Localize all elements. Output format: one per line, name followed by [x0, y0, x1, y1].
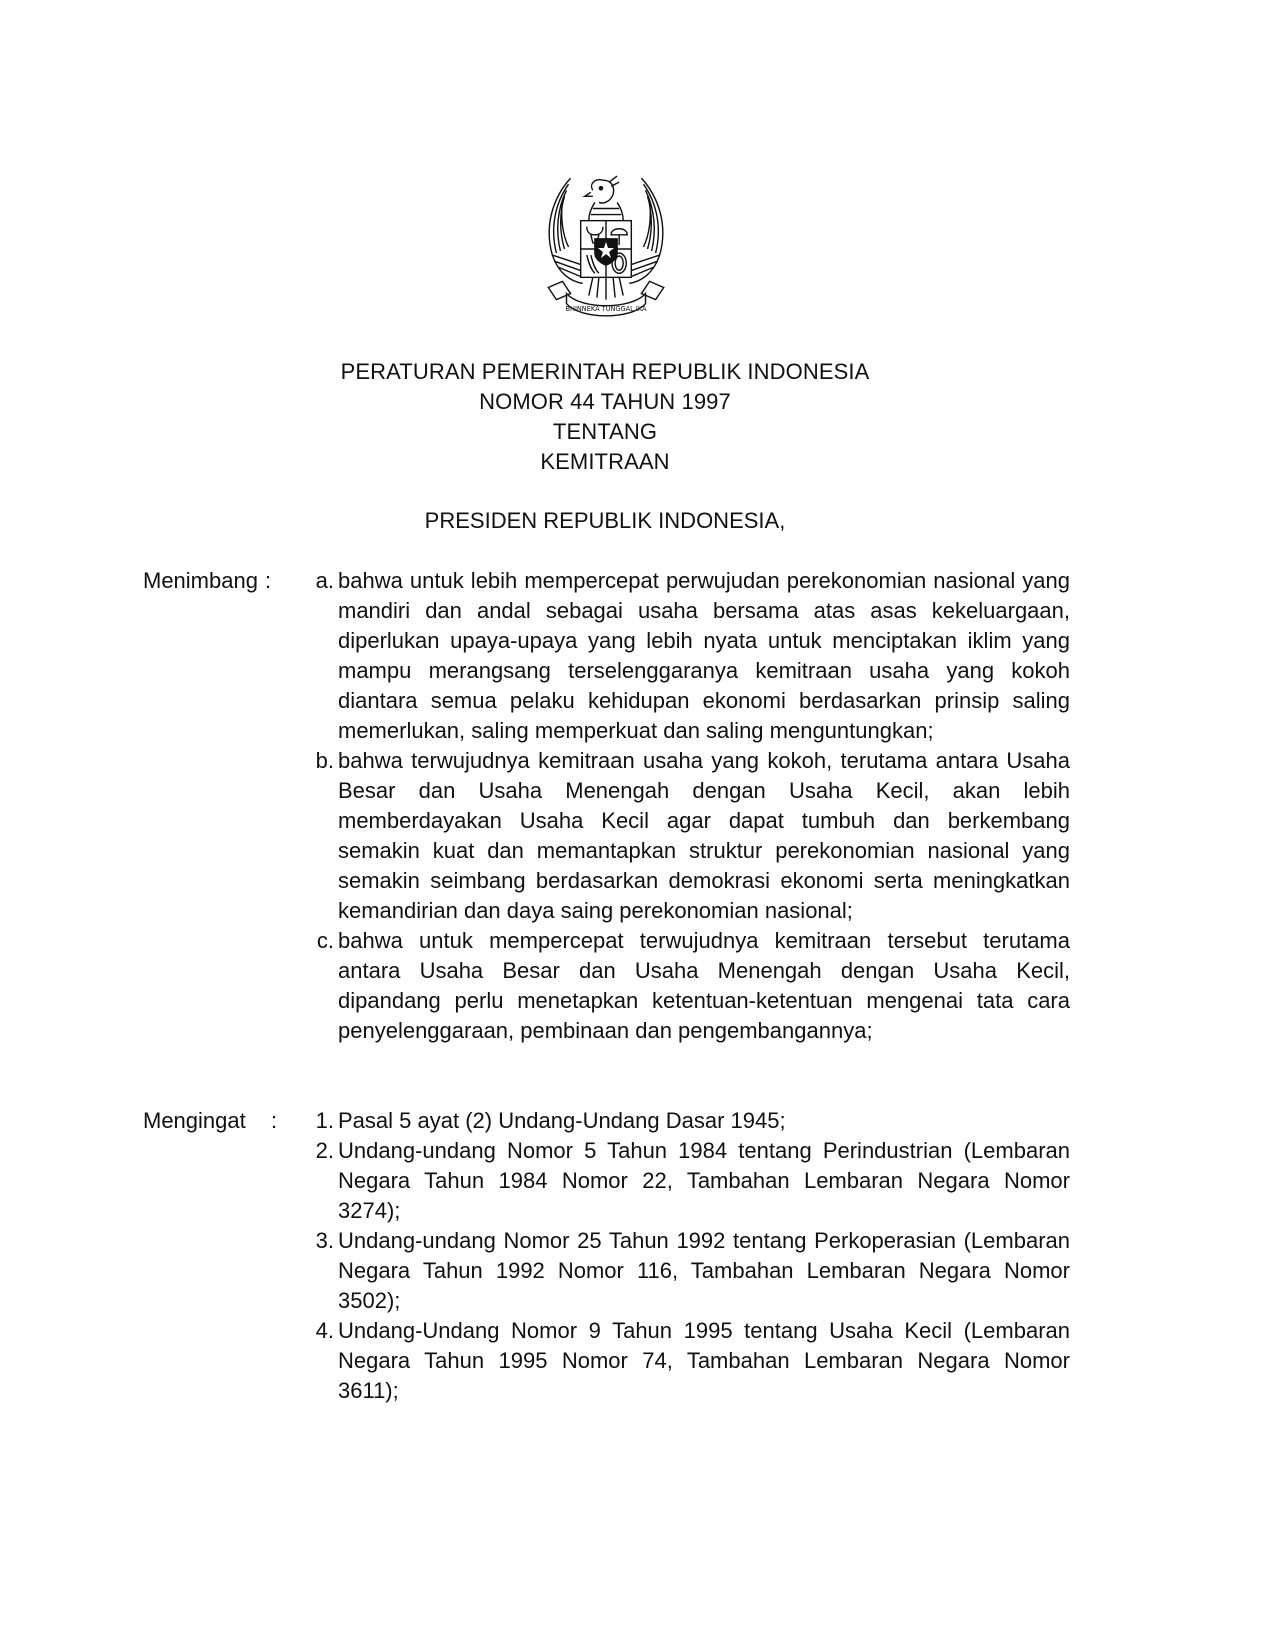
item-marker: 4.: [315, 1318, 334, 1343]
item-text: bahwa untuk mempercepat terwujudnya kemitraan tersebut terutama antara Usaha Besar dan Usaha Menengah dengan Usaha Kecil, dipandang perlu menetapkan ketentuan-ketentuan mengenai tata cara penyelenggaraan, pembinaan dan pengembangannya;: [338, 928, 1070, 1043]
item-text: bahwa terwujudnya kemitraan usaha yang kokoh, terutama antara Usaha Besar dan Usaha Menengah dengan Usaha Kecil, akan lebih memberdayakan Usaha Kecil agar dapat tumbuh dan berkembang semakin kuat dan memantapkan struktur perekonomian nasional yang semakin seimbang berdasarkan demokrasi ekonomi serta meningkatkan kemandirian dan daya saing perekonomian nasional;: [338, 748, 1070, 923]
title-line-number: NOMOR 44 TAHUN 1997: [479, 389, 731, 414]
mengingat-item-1: [298, 1106, 1073, 1136]
item-marker: 3.: [315, 1228, 334, 1253]
menimbang-item-c: [298, 926, 1073, 1046]
item-marker: b.: [315, 748, 334, 773]
title-line-subject: KEMITRAAN: [540, 449, 670, 474]
item-marker: a.: [315, 568, 334, 593]
mengingat-label: Mengingat: [143, 1108, 246, 1133]
menimbang-item-a: [298, 566, 1073, 746]
title-line-regulation: PERATURAN PEMERINTAH REPUBLIK INDONESIA: [340, 359, 870, 384]
item-text: Undang-undang Nomor 25 Tahun 1992 tentang Perkoperasian (Lembaran Negara Tahun 1992 Nomor 116, Tambahan Lembaran Negara Nomor 3502);: [338, 1228, 1070, 1313]
item-marker: c.: [316, 928, 334, 953]
menimbang-colon: :: [265, 568, 272, 593]
regulation-title: [300, 357, 910, 477]
mengingat-colon: :: [271, 1108, 278, 1133]
mengingat-item-4: [298, 1316, 1073, 1406]
item-text: Undang-Undang Nomor 9 Tahun 1995 tentang Usaha Kecil (Lembaran Negara Tahun 1995 Nomor 74, Tambahan Lembaran Negara Nomor 3611);: [338, 1318, 1070, 1403]
svg-text:BHINNEKA TUNGGAL IKA: BHINNEKA TUNGGAL IKA: [565, 304, 647, 313]
menimbang-label: Menimbang: [143, 568, 258, 593]
item-text: bahwa untuk lebih mempercepat perwujudan perekonomian nasional yang mandiri dan andal sebagai usaha bersama atas asas kekeluargaan, diperlukan upaya-upaya yang lebih nyata untuk menciptakan iklim yang mampu merangsang terselenggaranya kemitraan usaha yang kokoh diantara semua pelaku kehidupan ekonomi berdasarkan prinsip saling memerlukan, saling memperkuat dan saling menguntungkan;: [338, 568, 1070, 743]
president-heading: PRESIDEN REPUBLIK INDONESIA,: [424, 508, 786, 533]
title-line-about: TENTANG: [552, 419, 658, 444]
mengingat-item-3: [298, 1226, 1073, 1316]
item-text: Undang-undang Nomor 5 Tahun 1984 tentang Perindustrian (Lembaran Negara Tahun 1984 Nomor 22, Tambahan Lembaran Negara Nomor 3274);: [338, 1138, 1070, 1223]
menimbang-list: [298, 566, 1073, 1046]
garuda-emblem-icon: [530, 168, 682, 330]
mengingat-list: [298, 1106, 1073, 1406]
mengingat-item-2: [298, 1136, 1073, 1226]
item-text: Pasal 5 ayat (2) Undang-Undang Dasar 1945;: [338, 1108, 786, 1133]
menimbang-item-b: [298, 746, 1073, 926]
item-marker: 2.: [315, 1138, 334, 1163]
item-marker: 1.: [315, 1108, 334, 1133]
